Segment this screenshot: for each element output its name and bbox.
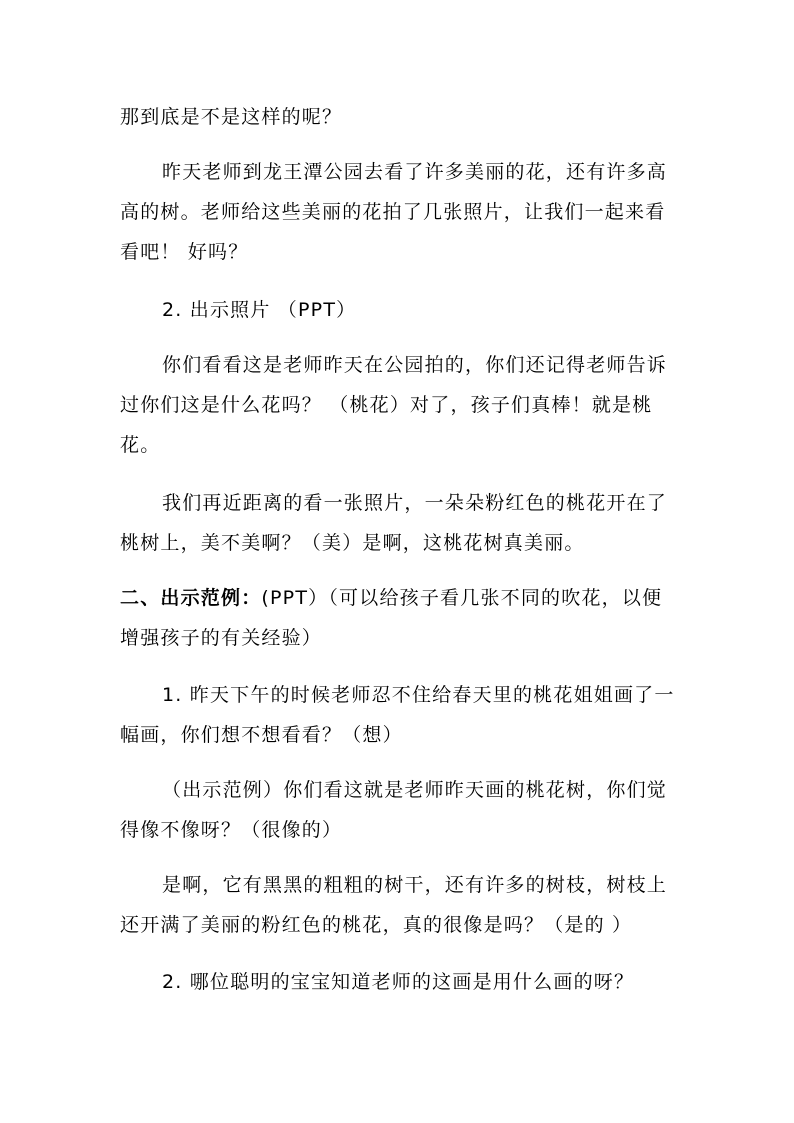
paragraph-teacher-painting: 1. 昨天下午的时候老师忍不住给春天里的桃花姐姐画了一幅画，你们想不想看看？（想）: [120, 684, 675, 746]
section-heading-show-example: [120, 578, 676, 658]
paragraph-question: 那到底是不是这样的呢？: [120, 106, 343, 128]
paragraph-park-visit: 昨天老师到龙王潭公园去看了许多美丽的花，还有许多高高的树。老师给这些美丽的花拍了几张照片，让我们一起来看看吧！ 好吗？: [120, 161, 668, 263]
paragraph-closeup-photo: 我们再近距离的看一张照片，一朵朵粉红色的桃花开在了桃树上，美不美啊？（美）是啊，这桃花树真美丽。: [120, 492, 668, 554]
section-heading-note: (PPT）（可以给孩子看几张不同的吹花，以便增强孩子的有关经验）: [120, 587, 663, 649]
paragraph-show-example: （出示范例）你们看这就是老师昨天画的桃花树，你们觉得像不像呀？（很像的）: [120, 779, 668, 841]
section-heading-label: 二、出示范例：: [120, 587, 262, 609]
paragraph-show-photos: 2. 出示照片 （PPT）: [162, 299, 357, 321]
paragraph-peach-blossom: 你们看看这是老师昨天在公园拍的，你们还记得老师告诉过你们这是什么花吗？ （桃花）对了，孩子们真棒！就是桃花。: [120, 354, 668, 456]
paragraph-what-tool: 2. 哪位聪明的宝宝知道老师的这画是用什么画的呀？: [162, 971, 635, 993]
paragraph-tree-description: 是啊，它有黑黑的粗粗的树干，还有许多的树枝，树枝上还开满了美丽的粉红色的桃花，真的很像是吗？（是的 ）: [120, 874, 668, 936]
